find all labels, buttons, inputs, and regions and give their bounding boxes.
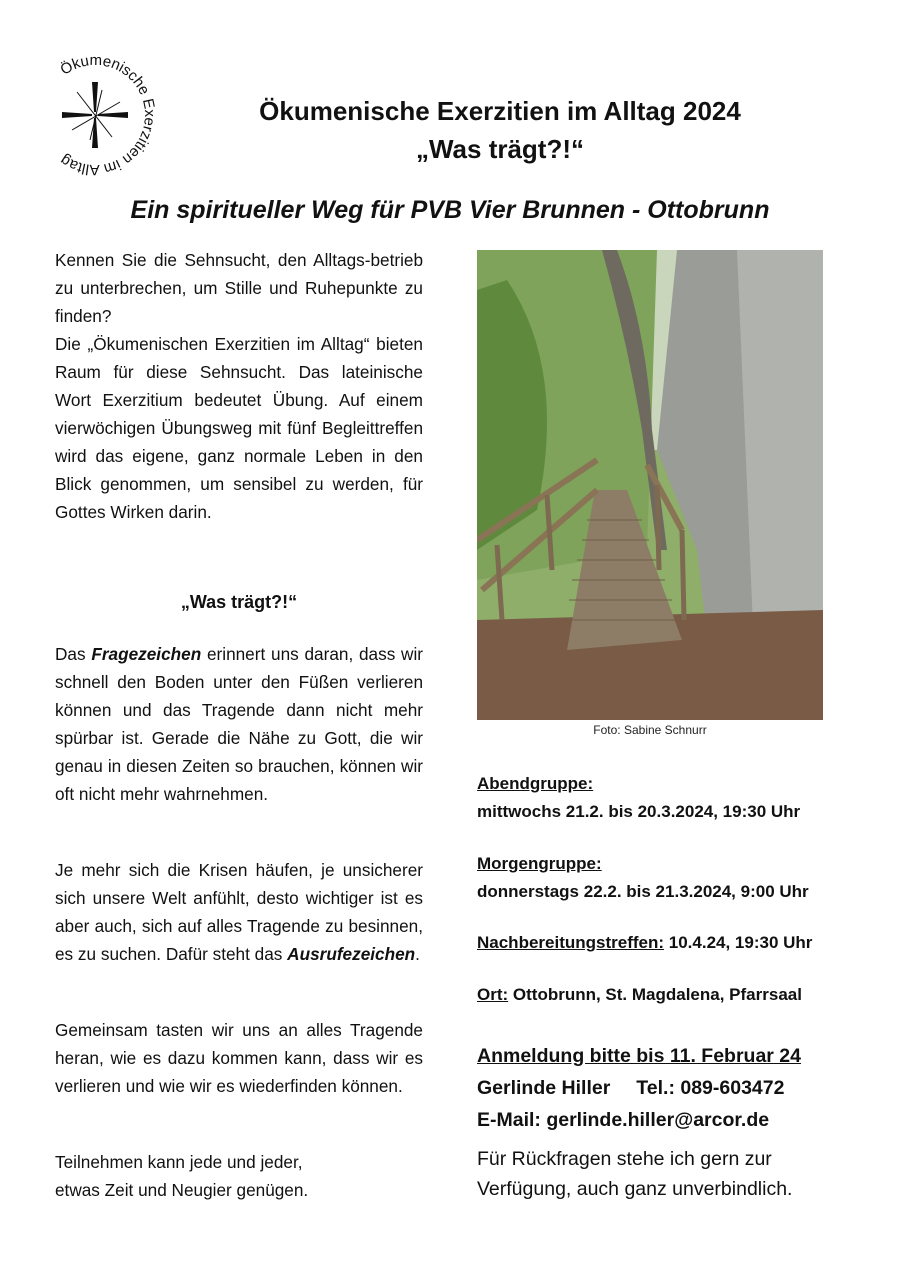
contact-person [477,1072,877,1104]
registration-deadline: Anmeldung bitte bis 11. Februar 24 [477,1045,801,1067]
morning-group-time: donnerstags 22.2. bis 21.3.2024, 9:00 Uhr [477,882,809,901]
morning-group [477,850,877,906]
paragraph-together: Gemeinsam tasten wir uns an alles Tragende heran, wie es dazu kommen kann, dass wir es verlieren und wie wir es wiederfinden können. [55,1020,423,1096]
paragraph-exclamation-mark [55,856,423,968]
paragraph-question-mark [55,640,423,808]
photo-bridge [477,250,823,720]
emphasis-fragezeichen: Fragezeichen [91,644,202,664]
svg-text:Ökumenische Exerzitien im Allt: Ökumenische Exerzitien im Alltag [57,52,158,178]
morning-group-label: Morgengruppe: [477,854,602,873]
contact-phone[interactable]: Tel.: 089-603472 [636,1077,785,1099]
location-value: Ottobrunn, St. Magdalena, Pfarrsaal [508,985,802,1004]
emphasis-ausrufezeichen: Ausrufezeichen [287,944,416,964]
text: Verfügung, auch ganz unverbindlich. [477,1178,793,1200]
page-title: Ökumenische Exerzitien im Alltag 2024 [259,96,741,126]
evening-group-time: mittwochs 21.2. bis 20.3.2024, 19:30 Uhr [477,802,801,821]
contact-note [477,1144,877,1204]
text: Für Rückfragen stehe ich gern zur [477,1148,772,1170]
location [477,981,877,1009]
evening-group-label: Abendgruppe: [477,774,594,793]
followup-time: 10.4.24, 19:30 Uhr [664,933,813,952]
text: erinnert uns daran, dass wir schnell den Boden unter den Füßen verlieren können und das Tragende dann nicht mehr spürbar ist. Gerade die Nähe zu Gott, die wir genau in diesen Zeiten so brauchen, können wir oft nicht mehr wahrnehmen. [55,644,424,804]
location-label: Ort: [477,985,509,1004]
contact-email[interactable]: E-Mail: gerlinde.hiller@arcor.de [477,1109,770,1131]
contact [477,1040,877,1204]
followup-meeting [477,929,877,957]
text: . [415,944,420,964]
text: Das [55,644,92,664]
motto: „Was trägt?!“ [415,134,585,164]
text: Teilnehmen kann jede und jeder, [55,1152,303,1172]
intro-text [55,246,423,526]
intro-paragraph-2: Die „Ökumenischen Exerzitien im Alltag“ bieten Raum für diese Sehnsucht. Das lateinische Wort Exerzitium bedeutet Übung. Auf einem vierwöchigen Übungsweg mit fünf Begleittreffen wird das eigene, ganz normale Leben in den Blick genommen, um sensibel zu werden, für Gottes Wirken darin. [55,334,423,522]
followup-label: Nachbereitungstreffen: [477,933,665,952]
section-heading: „Was trägt?!“ [180,592,298,612]
paragraph-participation [55,1148,423,1204]
evening-group [477,770,877,826]
contact-name: Gerlinde Hiller [477,1077,611,1099]
text: etwas Zeit und Neugier genügen. [55,1180,309,1200]
photo-caption: Foto: Sabine Schnurr [593,723,707,737]
subtitle: Ein spiritueller Weg für PVB Vier Brunnen - Ottobrunn [130,196,770,224]
text: Je mehr sich die Krisen häufen, je unsicherer sich unsere Welt anfühlt, desto wichtiger ist es aber auch, sich auf alles Tragende zu besinnen, es zu suchen. Dafür steht das [55,860,423,964]
intro-paragraph-1: Kennen Sie die Sehnsucht, den Alltags-betrieb zu unterbrechen, um Stille und Ruhepunkte zu finden? [55,250,423,326]
